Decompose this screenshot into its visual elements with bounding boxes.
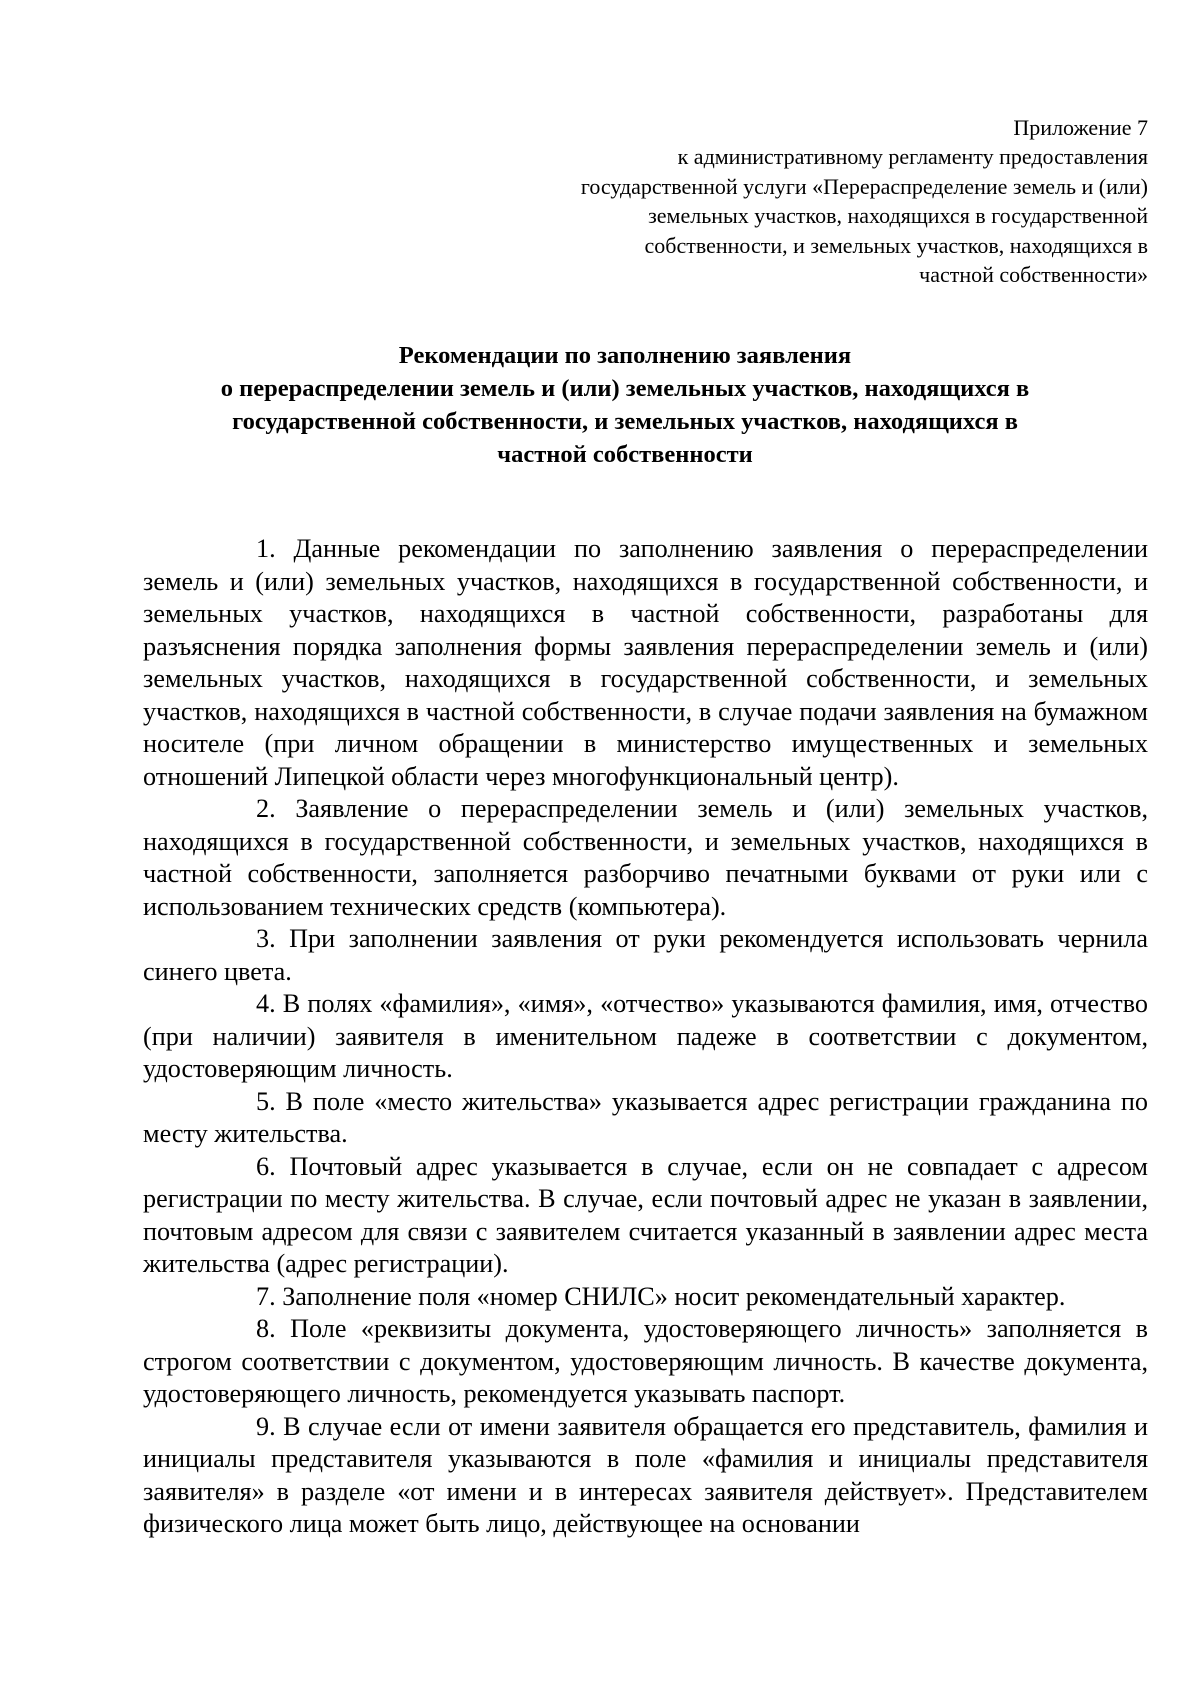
document-title (130, 339, 1120, 471)
paragraph-8: 8. Поле «реквизиты документа, удостоверяющего личность» заполняется в строгом соответствии с документом, удостоверяющим личность. В качестве документа, удостоверяющего личность, рекомендуется указывать паспорт. (143, 1314, 1148, 1408)
title-line: государственной собственности, и земельных участков, находящихся в (232, 408, 1018, 435)
title-line: о перераспределении земель и (или) земельных участков, находящихся в (220, 375, 1030, 402)
appendix-line: собственности, и земельных участков, находящихся в (644, 232, 1148, 258)
paragraph-1: 1. Данные рекомендации по заполнению заявления о перераспределении земель и (или) земельных участков, находящихся в государственной собственности, и земельных участков, находящихся в частной собственности, разработаны для разъяснения порядка заполнения формы заявления перераспределении земель и (или) земельных участков, находящихся в государственной собственности, и земельных участков, находящихся в частной собственности, в случае подачи заявления на бумажном носителе (при личном обращении в министерство имущественных и земельных отношений Липецкой области через многофункциональный центр). (143, 534, 1148, 791)
paragraph-6: 6. Почтовый адрес указывается в случае, если он не совпадает с адресом регистрации по месту жительства. В случае, если почтовый адрес не указан в заявлении, почтовым адресом для связи с заявителем считается указанный в заявлении адрес места жительства (адрес регистрации). (143, 1151, 1148, 1278)
appendix-line: к административному регламенту предоставления (677, 144, 1148, 170)
title-line: частной собственности (497, 441, 753, 468)
appendix-line: Приложение 7 (1013, 115, 1148, 140)
title-line: Рекомендации по заполнению заявления (398, 342, 852, 369)
paragraph-9: 9. В случае если от имени заявителя обращается его представитель, фамилия и инициалы представителя указываются в поле «фамилия и инициалы представителя заявителя» в разделе «от имени и в интересах заявителя действует». Представителем физического лица может быть лицо, действующее на основании (143, 1411, 1148, 1538)
appendix-line: земельных участков, находящихся в государственной (648, 203, 1148, 229)
paragraph-7: 7. Заполнение поля «номер СНИЛС» носит рекомендательный характер. (256, 1281, 1066, 1311)
document-body (143, 533, 1148, 1541)
paragraph-2: 2. Заявление о перераспределении земель и (или) земельных участков, находящихся в государственной собственности, и земельных участков, находящихся в частной собственности, заполняется разборчиво печатными буквами от руки или с использованием технических средств (компьютера). (143, 794, 1148, 921)
paragraph-4: 4. В полях «фамилия», «имя», «отчество» указываются фамилия, имя, отчество (при наличии) заявителя в именительном падеже в соответствии с документом, удостоверяющим личность. (143, 989, 1148, 1083)
paragraph-5: 5. В поле «место жительства» указывается адрес регистрации гражданина по месту жительства. (143, 1086, 1148, 1148)
appendix-header (428, 113, 1148, 289)
appendix-line: государственной услуги «Перераспределение земель и (или) (580, 173, 1148, 199)
paragraph-3: 3. При заполнении заявления от руки рекомендуется использовать чернила синего цвета. (143, 924, 1148, 986)
appendix-line: частной собственности» (919, 262, 1148, 288)
